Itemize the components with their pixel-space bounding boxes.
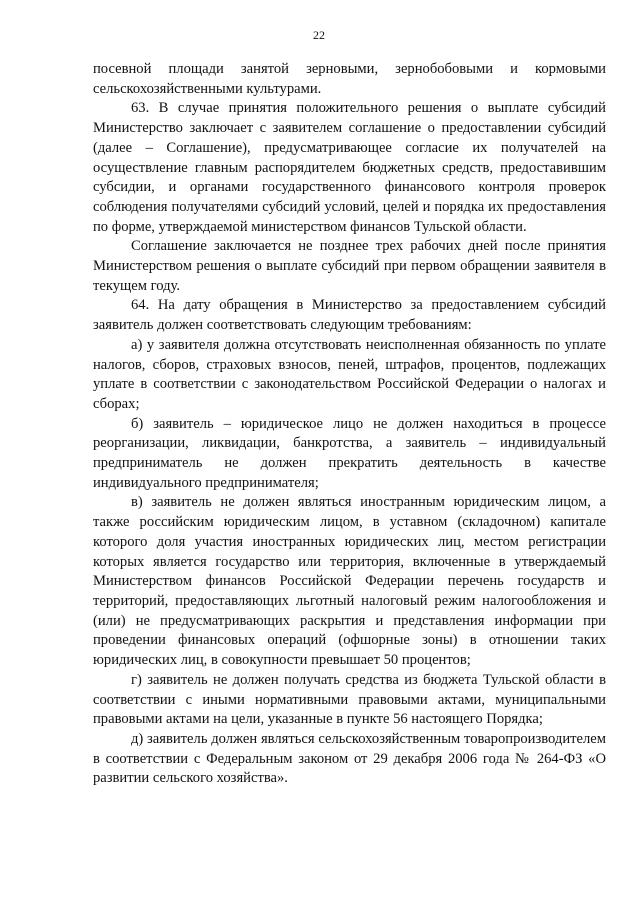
paragraph-64-a: а) у заявителя должна отсутствовать неисполненная обязанность по уплате налогов, сборов, страховых взносов, пеней, штрафов, процентов, подлежащих уплате в соответствии с законодательством Российской Федерации о налогах и сборах; xyxy=(93,336,606,412)
paragraph-64-d: д) заявитель должен являться сельскохозяйственным товаропроизводителем в соответствии с Федеральным законом от 29 декабря 2006 года № 264-ФЗ «О развитии сельского хозяйства». xyxy=(93,730,606,787)
document-body xyxy=(93,60,606,789)
paragraph-64-g: г) заявитель не должен получать средства из бюджета Тульской области в соответствии с иными нормативными правовыми актами, муниципальными правовыми актами на цели, указанные в пункте 56 настоящего Порядка; xyxy=(93,671,606,728)
paragraph-63-agreement: Соглашение заключается не позднее трех рабочих дней после принятия Министерством решения о выплате субсидий при первом обращении заявителя в текущем году. xyxy=(93,238,606,294)
page-number: 22 xyxy=(313,28,325,42)
paragraph-64: 64. На дату обращения в Министерство за предоставлением субсидий заявитель должен соответствовать следующим требованиям: xyxy=(93,297,606,334)
paragraph-64-v: в) заявитель не должен являться иностранным юридическим лицом, а также российским юридическим лицом, в уставном (складочном) капитале которого доля участия иностранных юридических лиц, местом регистрации которых является государство или территория, включенные в утверждаемый Министерством финансов Российской Федерации перечень государств и территорий, предоставляющих льготный налоговый режим налогообложения и (или) не предусматривающих раскрытия и представления информации при проведении финансовых операций (офшорные зоны) в отношении таких юридических лиц, в совокупности превышает 50 процентов; xyxy=(93,494,606,669)
paragraph-64-b: б) заявитель – юридическое лицо не должен находиться в процессе реорганизации, ликвидации, банкротства, а заявитель – индивидуальный предприниматель не должен прекратить деятельность в качестве индивидуального предпринимателя; xyxy=(93,415,606,491)
paragraph-continuation: посевной площади занятой зерновыми, зернобобовыми и кормовыми сельскохозяйственными культурами. xyxy=(93,61,606,97)
paragraph-63: 63. В случае принятия положительного решения о выплате субсидий Министерство заключает с заявителем соглашение о предоставлении субсидий (далее – Соглашение), предусматривающее согласие их получателей на осуществление главным распорядителем бюджетных средств, предоставившим субсидии, и органами государственного финансового контроля проверок соблюдения получателями субсидий условий, целей и порядка их предоставления по форме, утверждаемой министерством финансов Тульской области. xyxy=(93,100,606,235)
